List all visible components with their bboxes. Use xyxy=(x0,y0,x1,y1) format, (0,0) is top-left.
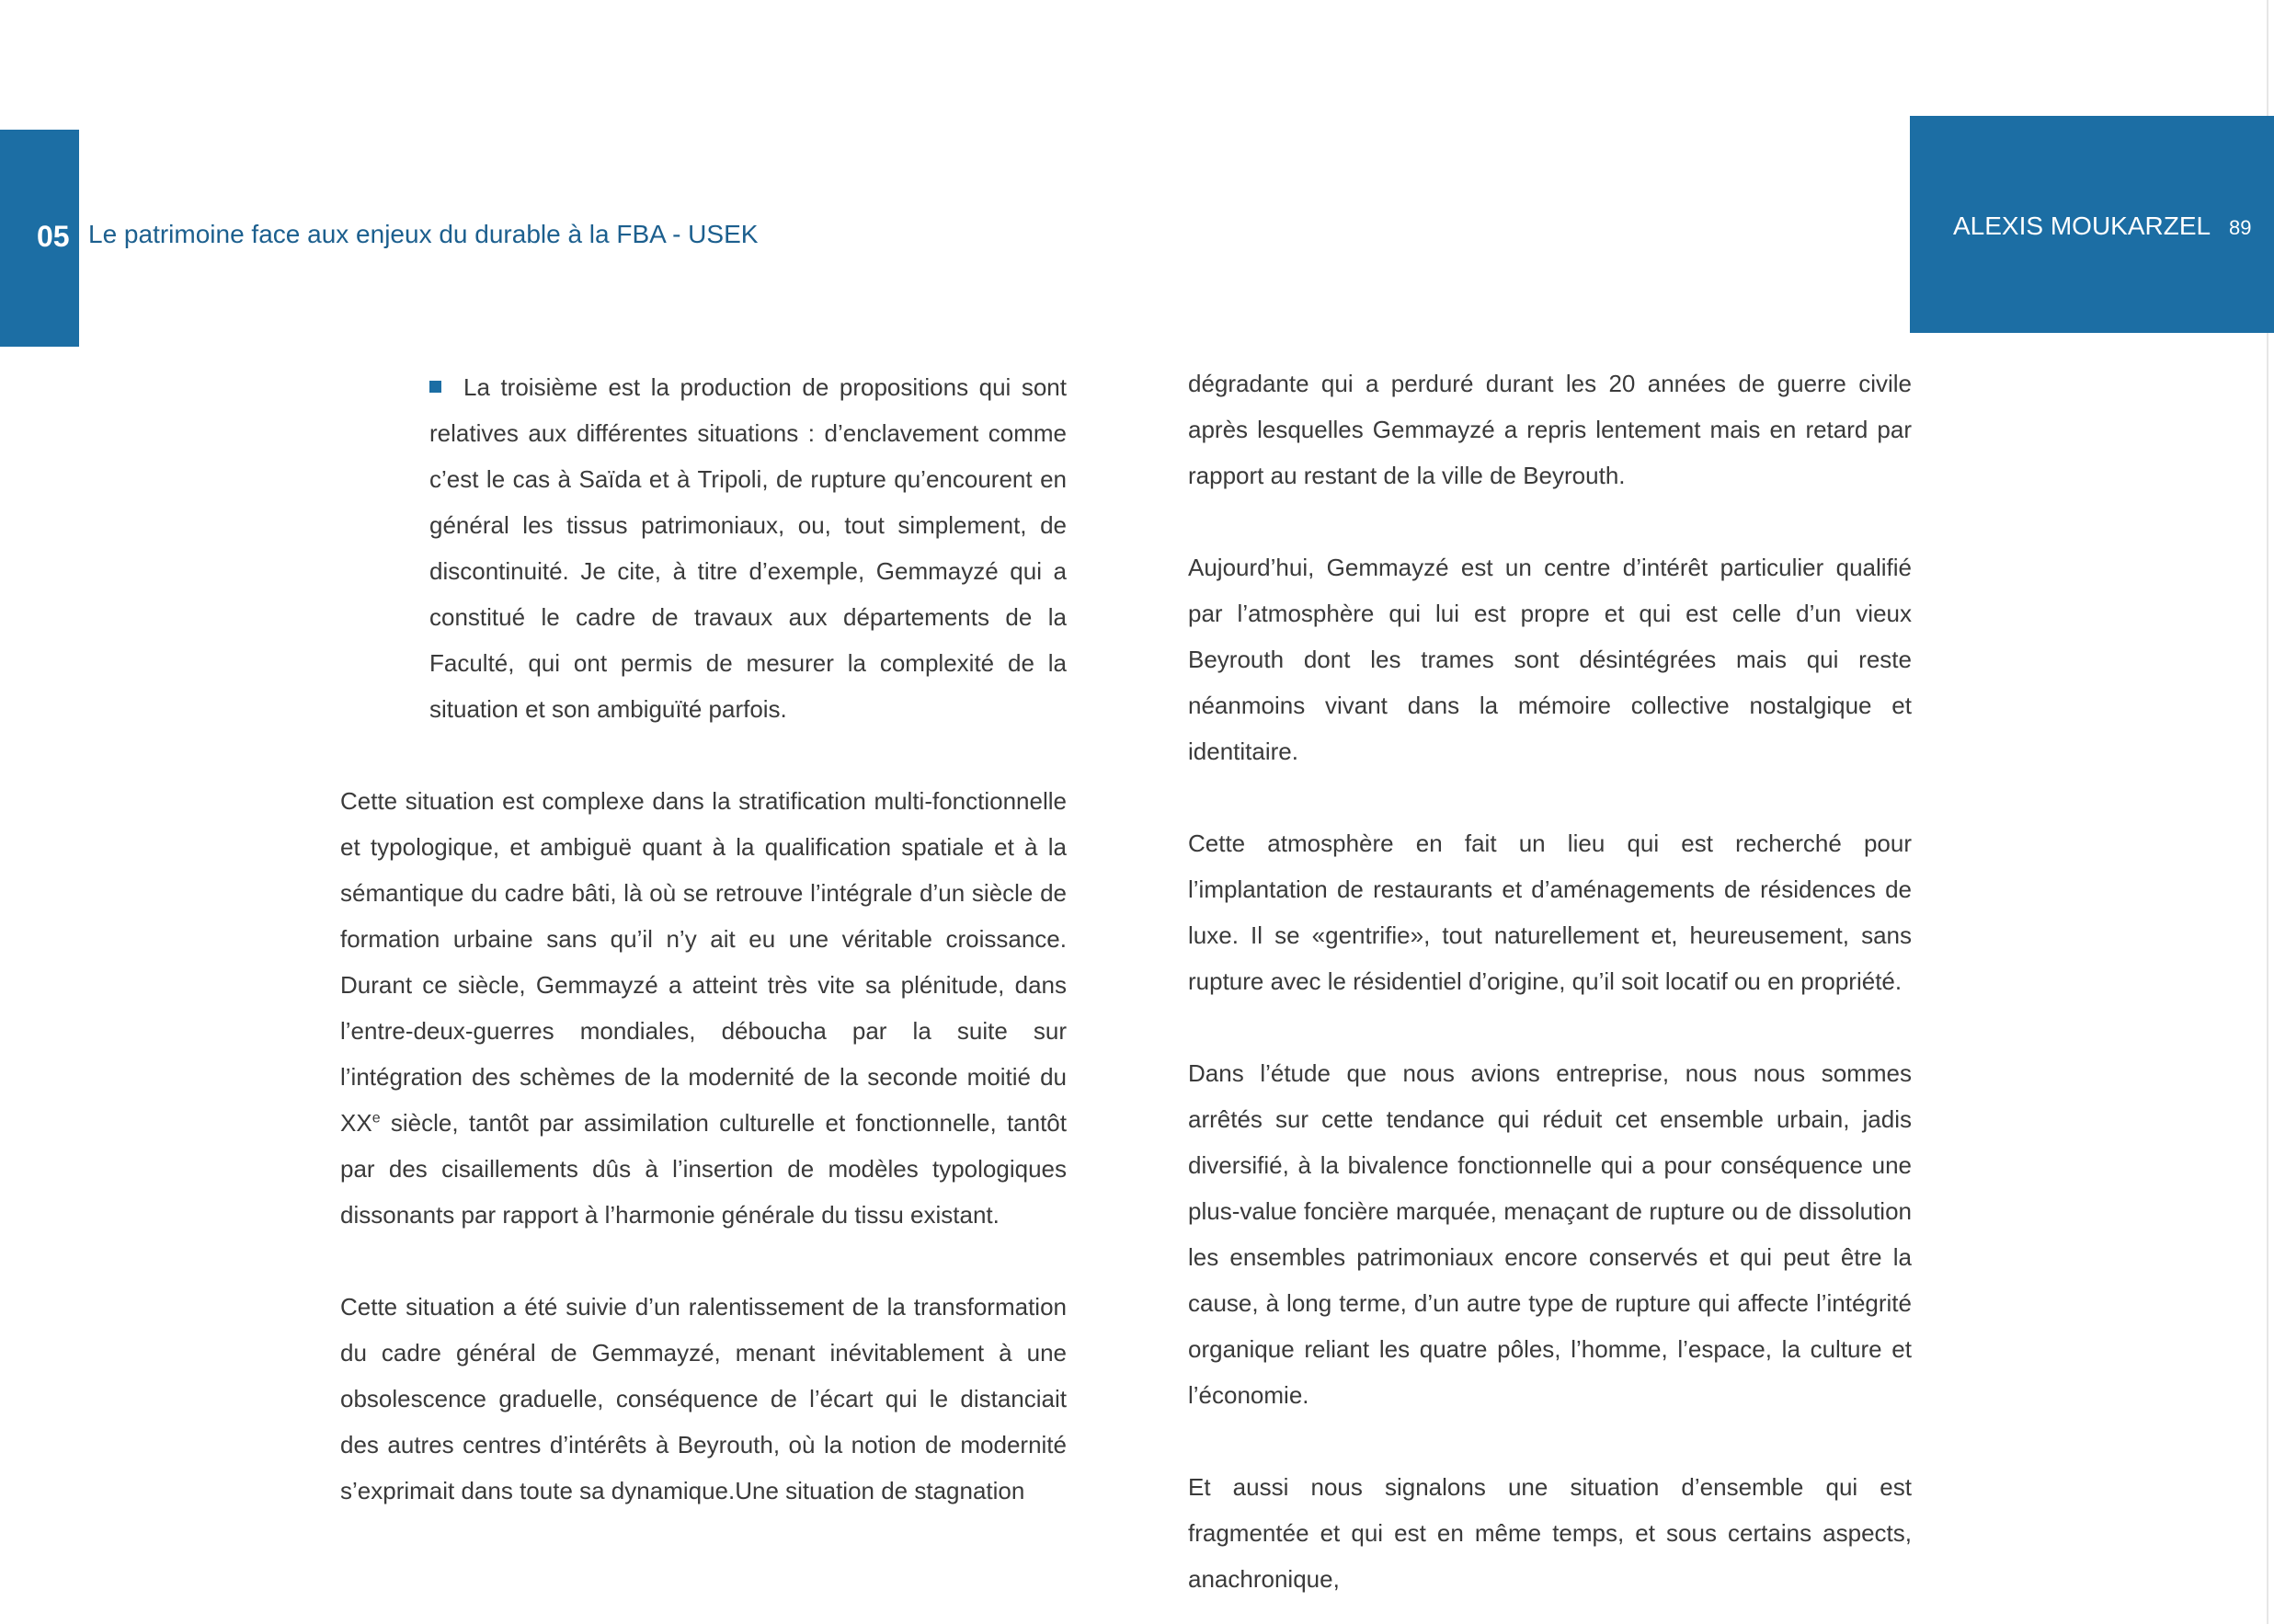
right-column xyxy=(1188,360,1912,1602)
paragraph xyxy=(340,778,1067,1238)
paragraph: Cette situation a été suivie d’un ralentissement de la transformation du cadre général de Gemmayzé, menant inévitablement à une obsolescence graduelle, conséquence de l’écart qui le distanciait des autres centres d’intérêts à Beyrouth, où la notion de modernité s’exprimait dans toute sa dynamique.Une situation de stagnation xyxy=(340,1293,1067,1504)
paragraph: dégradante qui a perduré durant les 20 années de guerre civile après lesquelles Gemmayzé a repris lentement mais en retard par rapport au restant de la ville de Beyrouth. xyxy=(1188,370,1912,489)
bullet-paragraph-text: La troisième est la production de propositions qui sont relatives aux différentes situations : d’enclavement comme c’est le cas à Saïda et à Tripoli, de rupture qu’encourent en général les tissus patrimoniaux, ou, tout simplement, de discontinuité. Je cite, à titre d’exemple, Gemmayzé qui a constitué le cadre de travaux aux départements de la Faculté, qui ont permis de mesurer la complexité de la situation et son ambiguïté parfois. xyxy=(429,373,1067,723)
paragraph: Et aussi nous signalons une situation d’ensemble qui est fragmentée et qui est en même temps, et sous certains aspects, anachronique, xyxy=(1188,1473,1912,1593)
paragraph-text: Cette situation est complexe dans la stratification multi-fonctionnelle et typologique, et ambiguë quant à la qualification spatiale et à la sémantique du cadre bâti, là où se retrouve l’intégrale d’un siècle de formation urbaine sans qu’il n’y ait eu une véritable croissance. Durant ce siècle, Gemmayzé a atteint très vite sa plénitude, dans l’entre-deux-guerres mondiales, déboucha par la suite sur l’intégration des schèmes de la modernité de la seconde moitié du XX xyxy=(340,787,1067,1137)
superscript: e xyxy=(371,1110,381,1127)
page-number: 89 xyxy=(2229,216,2252,239)
paragraph-text: siècle, tantôt par assimilation culturelle et fonctionnelle, tantôt par des cisaillements dûs à l’insertion de modèles typologiques dissonants par rapport à l’harmonie générale du tissu existant. xyxy=(340,1109,1067,1229)
paragraph: Cette atmosphère en fait un lieu qui est recherché pour l’implantation de restaurants et d’aménagements de résidences de luxe. Il se «gentrifie», tout naturellement et, heureusement, sans rupture avec le résidentiel d’origine, qu’il soit locatif ou en propriété. xyxy=(1188,829,1912,995)
chapter-title: Le patrimoine face aux enjeux du durable à la FBA - USEK xyxy=(88,220,759,248)
chapter-number: 05 xyxy=(37,220,70,253)
author-name: ALEXIS MOUKARZEL xyxy=(1953,212,2211,240)
paragraph: Dans l’étude que nous avions entreprise, nous nous sommes arrêtés sur cette tendance qui réduit cet ensemble urbain, jadis diversifié, à la bivalence fonctionnelle qui a pour conséquence une plus-value foncière marquée, menaçant de rupture ou de dissolution les ensembles patrimoniaux encore conservés et qui peut être la cause, à long terme, d’un autre type de rupture qui affecte l’intégrité organique reliant les quatre pôles, l’homme, l’espace, la culture et l’économie. xyxy=(1188,1059,1912,1409)
paragraph: Aujourd’hui, Gemmayzé est un centre d’intérêt particulier qualifié par l’atmosphère qui lui est propre et qui est celle d’un vieux Beyrouth dont les trames sont désintégrées mais qui reste néanmoins vivant dans la mémoire collective nostalgique et identitaire. xyxy=(1188,554,1912,765)
bullet-paragraph xyxy=(429,364,1067,732)
left-column xyxy=(340,364,1067,1514)
bullet-square-icon xyxy=(429,381,441,393)
